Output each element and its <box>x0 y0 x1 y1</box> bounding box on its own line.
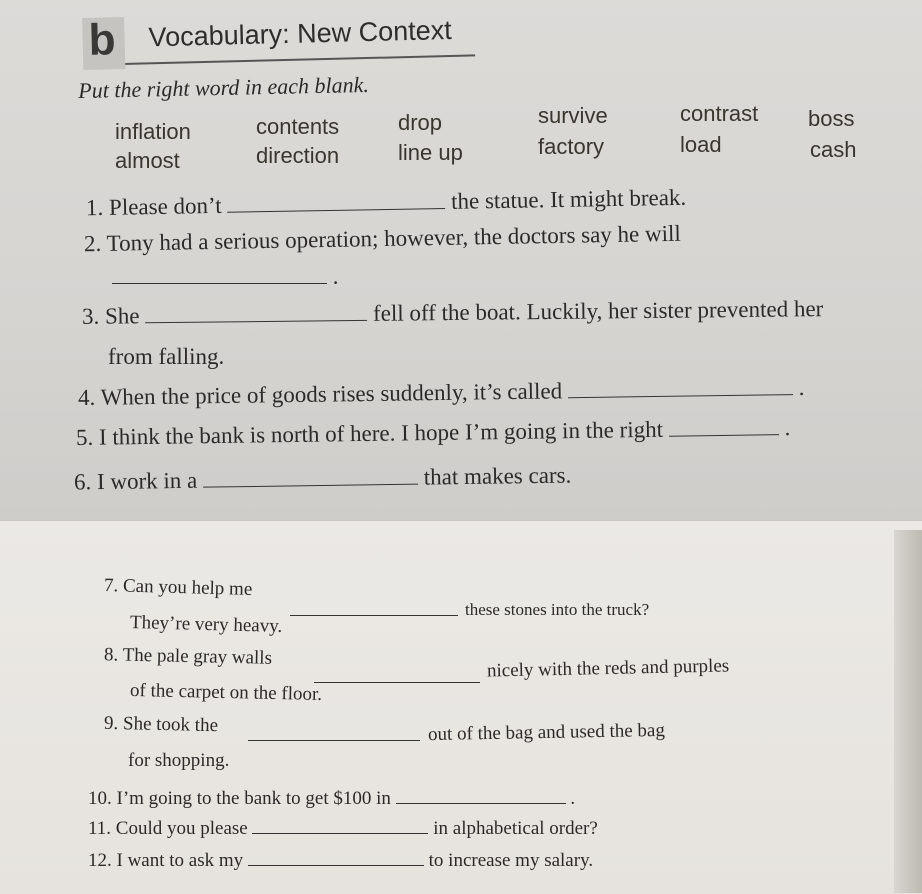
word-bank-item: inflation <box>115 119 191 144</box>
question-text: Can you help me <box>122 575 253 600</box>
answer-blank[interactable] <box>248 864 424 866</box>
word-bank-item: contrast <box>680 101 759 126</box>
section-title: Vocabulary: New Context <box>148 14 453 53</box>
section-letter: b <box>88 15 117 65</box>
question-number: 3. <box>81 303 100 329</box>
question-text: I’m going to the bank to get $100 in <box>116 788 391 809</box>
answer-blank[interactable] <box>396 802 566 804</box>
question-2-blank-line <box>112 264 339 290</box>
question-number: 4. <box>77 384 96 411</box>
instructions: Put the right word in each blank. <box>78 71 370 103</box>
question-text: Tony had a serious operation; however, the doctors say he will <box>106 220 682 256</box>
word-bank-item: contents <box>256 114 340 139</box>
question-9-after: out of the bag and used the bag <box>427 719 666 746</box>
question-text: I work in a <box>96 467 198 495</box>
answer-blank[interactable] <box>203 483 418 488</box>
question-12 <box>88 850 593 872</box>
question-8-continued: of the carpet on the floor. <box>129 679 323 706</box>
page-edge <box>894 530 922 893</box>
question-8 <box>104 644 272 670</box>
answer-blank[interactable] <box>290 614 458 616</box>
answer-blank[interactable] <box>252 832 428 834</box>
question-8-after: nicely with the reds and purples <box>486 655 730 682</box>
answer-blank[interactable] <box>669 433 779 437</box>
answer-blank[interactable] <box>112 282 327 284</box>
question-text: to increase my salary. <box>428 850 594 871</box>
answer-blank[interactable] <box>228 207 446 213</box>
question-9-continued: for shopping. <box>128 750 230 771</box>
question-text: . <box>332 264 339 289</box>
answer-blank[interactable] <box>145 319 367 323</box>
question-number: 8. <box>103 644 119 666</box>
title-underline <box>125 54 475 65</box>
question-text: The pale gray walls <box>122 644 273 669</box>
section-header <box>82 4 475 72</box>
question-11 <box>88 818 598 840</box>
question-text: She <box>104 303 140 329</box>
question-9 <box>104 713 218 737</box>
question-text: in alphabetical order? <box>433 818 598 839</box>
word-bank-item: line up <box>398 140 463 165</box>
question-text: fell off the boat. Luckily, her sister prevented her <box>372 296 824 326</box>
question-text: the statue. It might break. <box>450 184 687 214</box>
question-number: 7. <box>103 575 119 597</box>
question-3-continued: from falling. <box>108 344 225 369</box>
answer-blank[interactable] <box>248 739 420 741</box>
question-number: 11. <box>88 818 112 839</box>
question-text: She took the <box>122 713 219 737</box>
word-bank-item: factory <box>538 134 605 159</box>
word-bank-item: load <box>680 132 722 157</box>
question-7-after: these stones into the truck? <box>465 600 650 619</box>
question-number: 12. <box>88 850 112 871</box>
question-text: I think the bank is north of here. I hope I’m going in the right <box>98 416 664 450</box>
question-text: Please don’t <box>108 192 222 220</box>
question-number: 1. <box>85 194 104 221</box>
question-number: 6. <box>73 469 92 495</box>
question-number: 10. <box>88 788 112 809</box>
question-7 <box>104 575 253 601</box>
word-bank-item: drop <box>398 110 443 135</box>
question-number: 9. <box>103 712 119 735</box>
word-bank-item: survive <box>538 103 608 128</box>
question-10 <box>88 788 575 810</box>
question-text: that makes cars. <box>423 462 572 490</box>
answer-blank[interactable] <box>568 393 793 398</box>
question-text: . <box>570 788 576 809</box>
question-number: 2. <box>83 230 102 257</box>
question-text: . <box>784 415 791 441</box>
question-7-continued: They’re very heavy. <box>129 612 283 637</box>
question-text: I want to ask my <box>116 850 244 871</box>
question-text: Could you please <box>115 818 248 839</box>
answer-blank[interactable] <box>314 681 480 683</box>
word-bank-item: boss <box>808 106 855 131</box>
word-bank-item: cash <box>810 137 857 162</box>
question-text: . <box>798 374 805 401</box>
question-text: When the price of goods rises suddenly, it’s called <box>100 378 563 410</box>
word-bank-item: almost <box>115 148 180 173</box>
question-number: 5. <box>75 424 94 450</box>
word-bank-item: direction <box>256 143 340 168</box>
